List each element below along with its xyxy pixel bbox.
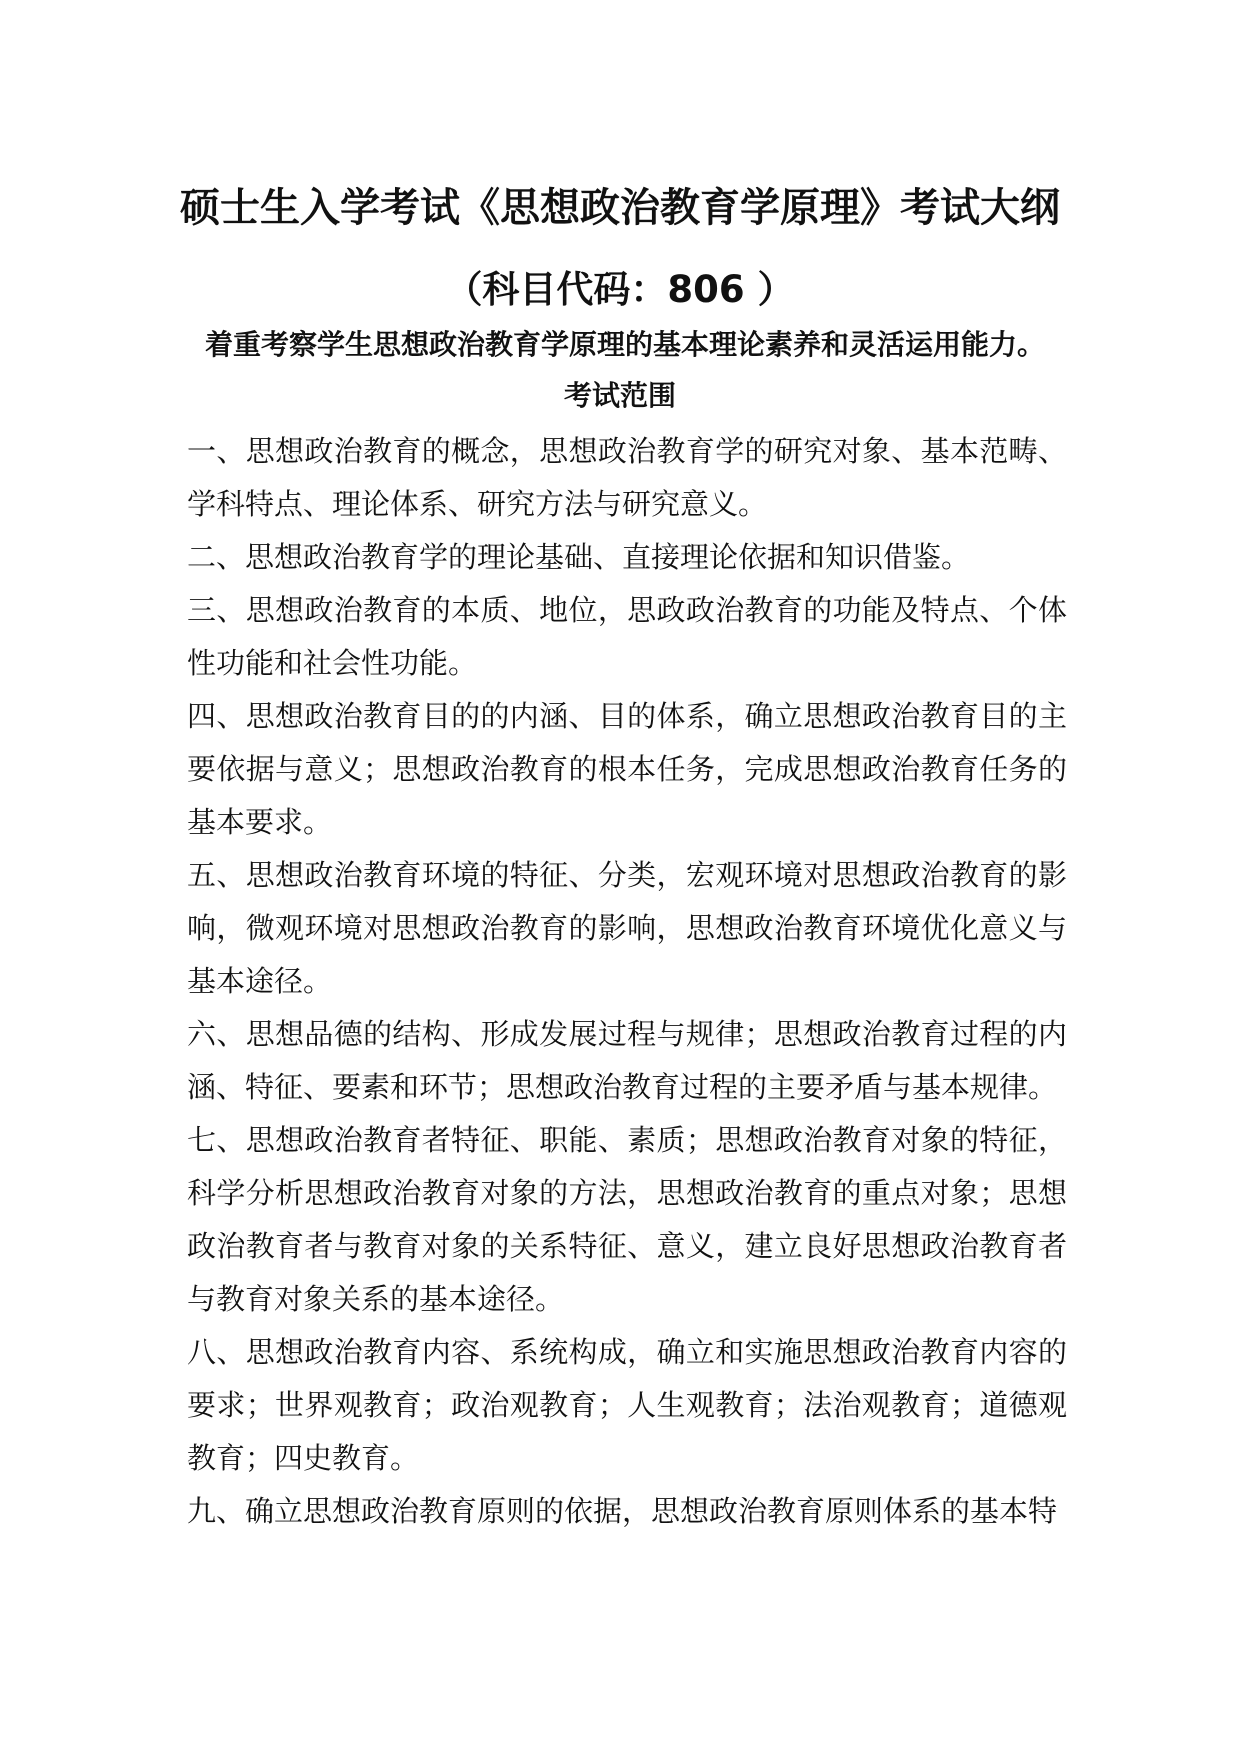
intro-statement: 着重考察学生思想政治教育学原理的基本理论素养和灵活运用能力。 [204, 328, 1045, 361]
scope-item-1: 一、思想政治教育的概念，思想政治教育学的研究对象、基本范畴、学科特点、理论体系、研究方法与研究意义。 [187, 434, 1067, 521]
exam-scope-list [187, 425, 1067, 1538]
scope-item-2: 二、思想政治教育学的理论基础、直接理论依据和知识借鉴。 [187, 540, 971, 574]
scope-item-5: 五、思想政治教育环境的特征、分类，宏观环境对思想政治教育的影响，微观环境对思想政治教育的影响，思想政治教育环境优化意义与基本途径。 [187, 858, 1067, 998]
scope-item-8: 八、思想政治教育内容、系统构成，确立和实施思想政治教育内容的要求；世界观教育；政治观教育；人生观教育；法治观教育；道德观教育；四史教育。 [187, 1335, 1067, 1475]
subject-code: （科目代码：806 ） [445, 268, 795, 311]
scope-item-7: 七、思想政治教育者特征、职能、素质；思想政治教育对象的特征，科学分析思想政治教育对象的方法，思想政治教育的重点对象；思想政治教育者与教育对象的关系特征、意义，建立良好思想政治教育者与教育对象关系的基本途径。 [187, 1123, 1067, 1316]
scope-item-4: 四、思想政治教育目的的内涵、目的体系，确立思想政治教育目的主要依据与意义；思想政治教育的根本任务，完成思想政治教育任务的基本要求。 [187, 699, 1067, 839]
section-heading-exam-scope: 考试范围 [563, 379, 676, 412]
scope-item-9: 九、确立思想政治教育原则的依据，思想政治教育原则体系的基本特 [187, 1494, 1058, 1528]
scope-item-6: 六、思想品德的结构、形成发展过程与规律；思想政治教育过程的内涵、特征、要素和环节；思想政治教育过程的主要矛盾与基本规律。 [187, 1017, 1067, 1104]
document-title: 硕士生入学考试《思想政治教育学原理》考试大纲 [180, 185, 1060, 231]
scope-item-3: 三、思想政治教育的本质、地位，思政政治教育的功能及特点、个体性功能和社会性功能。 [187, 593, 1067, 680]
